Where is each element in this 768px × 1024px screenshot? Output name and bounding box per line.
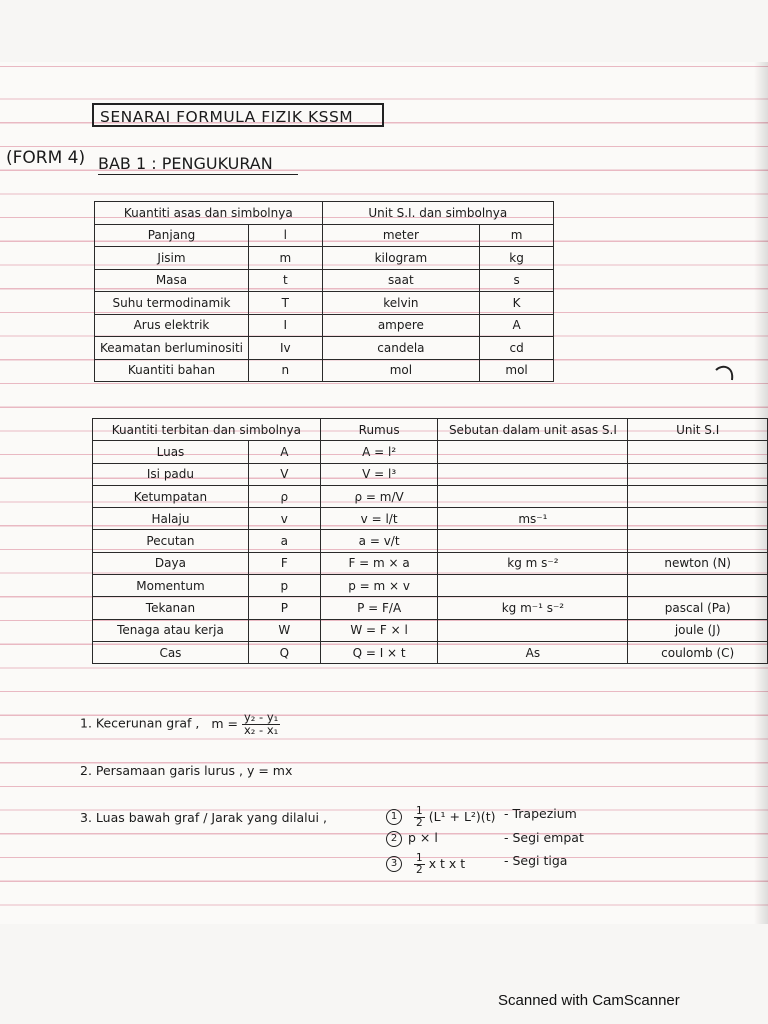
si-unit: newton (N) (628, 552, 768, 574)
table-header: Unit S.I (628, 419, 768, 441)
fraction-numerator: 1 (416, 852, 423, 864)
quantity-symbol: Q (248, 641, 320, 663)
si-unit (628, 575, 768, 597)
quantity-symbol: P (248, 597, 320, 619)
table-row (93, 641, 768, 663)
fraction-denominator: 2 (416, 863, 423, 876)
unit-name: ampere (322, 314, 480, 337)
table-header: Sebutan dalam unit asas S.I (438, 419, 628, 441)
formula: A = l² (320, 441, 438, 463)
table-header: Kuantiti terbitan dan simbolnya (93, 419, 321, 441)
unit-symbol: K (480, 292, 554, 315)
unit-symbol: A (480, 314, 554, 337)
fraction-denominator: x₂ - x₁ (243, 722, 279, 737)
scanner-watermark: Scanned with CamScanner (498, 992, 680, 1009)
formula-expression: x t x t (428, 855, 466, 871)
shape-description: - Segi tiga (504, 853, 568, 868)
formula: v = l/t (320, 508, 438, 530)
unit-symbol: s (480, 269, 554, 292)
quantity-name: Suhu termodinamik (95, 292, 249, 315)
si-unit: joule (J) (628, 619, 768, 641)
formula: W = F × l (320, 619, 438, 641)
formula: p = m × v (320, 575, 438, 597)
table-row (95, 314, 554, 337)
formula-gradient (80, 712, 280, 736)
table-row (95, 224, 554, 247)
quantity-name: Tekanan (93, 597, 249, 619)
formula: a = v/t (320, 530, 438, 552)
formula: Q = I × t (320, 641, 438, 663)
table-row (93, 485, 768, 507)
si-unit (628, 441, 768, 463)
scribble-mark (712, 362, 738, 386)
item-number-circle: 2 (386, 831, 402, 847)
unit-name: saat (322, 269, 480, 292)
table-row (93, 508, 768, 530)
formula-lhs: m = (211, 715, 238, 731)
quantity-symbol: I (248, 314, 322, 337)
unit-name: mol (322, 359, 480, 382)
chapter-heading: BAB 1 : PENGUKURAN (98, 154, 298, 175)
quantity-symbol: p (248, 575, 320, 597)
quantity-name: Masa (95, 269, 249, 292)
table-row (93, 530, 768, 552)
si-unit (628, 485, 768, 507)
shape-description: - Trapezium (504, 806, 577, 821)
table-row (93, 552, 768, 574)
table-row (95, 269, 554, 292)
item-number-circle: 3 (386, 856, 402, 872)
page-title: SENARAI FORMULA FIZIK KSSM (92, 103, 384, 127)
table-header: Unit S.I. dan simbolnya (322, 202, 553, 225)
fraction-numerator: y₂ - y₁ (243, 710, 279, 724)
base-quantities-table (94, 201, 554, 382)
unit-symbol: cd (480, 337, 554, 360)
base-unit-expression (438, 463, 628, 485)
quantity-name: Keamatan berluminositi (95, 337, 249, 360)
fraction-denominator: 2 (416, 816, 423, 829)
base-unit-expression (438, 575, 628, 597)
formula: V = l³ (320, 463, 438, 485)
base-unit-expression (438, 441, 628, 463)
si-unit (628, 463, 768, 485)
area-formula-item (386, 805, 577, 829)
fraction-numerator: 1 (416, 805, 423, 817)
quantity-symbol: T (248, 292, 322, 315)
quantity-symbol: n (248, 359, 322, 382)
table-row (93, 597, 768, 619)
quantity-symbol: V (248, 463, 320, 485)
table-row (95, 337, 554, 360)
quantity-name: Momentum (93, 575, 249, 597)
unit-symbol: mol (480, 359, 554, 382)
half-fraction (414, 853, 425, 875)
quantity-symbol: a (248, 530, 320, 552)
table-row (95, 247, 554, 270)
formula: ρ = m/V (320, 485, 438, 507)
unit-name: candela (322, 337, 480, 360)
formula-straight-line: 2. Persamaan garis lurus , y = mx (80, 763, 293, 778)
table-header: Rumus (320, 419, 438, 441)
quantity-name: Daya (93, 552, 249, 574)
form-label: (FORM 4) (6, 148, 86, 168)
derived-quantities-table (92, 418, 768, 664)
area-formula-item (386, 852, 568, 876)
quantity-name: Tenaga atau kerja (93, 619, 249, 641)
base-unit-expression (438, 619, 628, 641)
quantity-name: Isi padu (93, 463, 249, 485)
quantity-name: Cas (93, 641, 249, 663)
si-unit (628, 508, 768, 530)
quantity-name: Jisim (95, 247, 249, 270)
quantity-symbol: l (248, 224, 322, 247)
quantity-symbol: A (248, 441, 320, 463)
unit-name: kilogram (322, 247, 480, 270)
table-row (93, 463, 768, 485)
half-fraction (414, 806, 425, 828)
formula: P = F/A (320, 597, 438, 619)
unit-name: kelvin (322, 292, 480, 315)
table-header: Kuantiti asas dan simbolnya (95, 202, 323, 225)
quantity-name: Kuantiti bahan (95, 359, 249, 382)
base-unit-expression: kg m⁻¹ s⁻² (438, 597, 628, 619)
quantity-symbol: ρ (248, 485, 320, 507)
base-unit-expression (438, 530, 628, 552)
unit-name: meter (322, 224, 480, 247)
table-row (93, 575, 768, 597)
quantity-symbol: t (248, 269, 322, 292)
formula: F = m × a (320, 552, 438, 574)
quantity-name: Luas (93, 441, 249, 463)
quantity-symbol: Iv (248, 337, 322, 360)
unit-symbol: kg (480, 247, 554, 270)
base-unit-expression: kg m s⁻² (438, 552, 628, 574)
formula-expression: p × l (408, 830, 438, 845)
quantity-name: Panjang (95, 224, 249, 247)
quantity-symbol: W (248, 619, 320, 641)
shape-description: - Segi empat (504, 830, 584, 845)
area-formula-item (386, 830, 584, 847)
formula-label: 1. Kecerunan graf , (80, 715, 200, 731)
formula-expression: (L¹ + L²)(t) (428, 808, 496, 824)
quantity-name: Pecutan (93, 530, 249, 552)
si-unit: pascal (Pa) (628, 597, 768, 619)
formula-area-label: 3. Luas bawah graf / Jarak yang dilalui , (80, 810, 327, 825)
quantity-symbol: m (248, 247, 322, 270)
base-unit-expression (438, 485, 628, 507)
quantity-name: Ketumpatan (93, 485, 249, 507)
item-number-circle: 1 (386, 809, 402, 825)
si-unit: coulomb (C) (628, 641, 768, 663)
quantity-name: Halaju (93, 508, 249, 530)
si-unit (628, 530, 768, 552)
table-row (93, 619, 768, 641)
quantity-symbol: v (248, 508, 320, 530)
unit-symbol: m (480, 224, 554, 247)
base-unit-expression: As (438, 641, 628, 663)
table-row (95, 292, 554, 315)
quantity-name: Arus elektrik (95, 314, 249, 337)
gradient-fraction (242, 712, 280, 736)
quantity-symbol: F (248, 552, 320, 574)
table-row (93, 441, 768, 463)
base-unit-expression: ms⁻¹ (438, 508, 628, 530)
table-row (95, 359, 554, 382)
